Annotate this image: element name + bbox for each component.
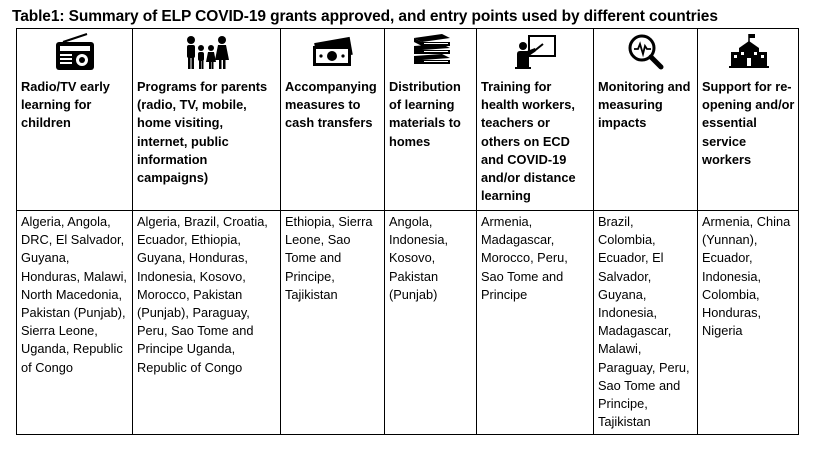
header-cell [281,29,385,211]
teacher-icon [481,32,590,72]
school-icon [702,32,795,72]
monitoring-icon [598,32,694,72]
header-cell [477,29,594,211]
column-header: Radio/TV early learning for children [21,79,110,131]
family-icon [137,32,277,72]
column-header: Training for health workers, teachers or others on ECD and COVID-19 and/or distance learning [481,79,576,204]
header-cell [17,29,133,211]
countries-cell: Ethiopia, Sierra Leone, Sao Tome and Principe, Tajikistan [281,211,385,435]
column-header: Accompanying measures to cash transfers [285,79,377,131]
cash-icon [285,32,381,72]
countries-cell: Armenia, Madagascar, Morocco, Peru, Sao Tome and Principe [477,211,594,435]
table-title: Table1: Summary of ELP COVID-19 grants approved, and entry points used by different countries [12,8,718,25]
column-header: Distribution of learning materials to homes [389,79,461,149]
header-cell [594,29,698,211]
column-header: Programs for parents (radio, TV, mobile, home visiting, internet, public information campaigns) [137,79,268,186]
countries-cell: Algeria, Angola, DRC, El Salvador, Guyana, Honduras, Malawi, North Macedonia, Pakistan (Punjab), Sierra Leone, Uganda, Republic of Congo [17,211,133,435]
countries-row [17,211,799,435]
column-header: Support for re-opening and/or essential service workers [702,79,795,167]
countries-cell: Algeria, Brazil, Croatia, Ecuador, Ethiopia, Guyana, Honduras, Indonesia, Kosovo, Morocco, Pakistan (Punjab), Paraguay, Peru, Sao Tome and Principe Uganda, Republic of Congo [133,211,281,435]
header-row [17,29,799,211]
column-header: Monitoring and measuring impacts [598,79,691,131]
books-icon [389,32,473,72]
countries-cell: Angola, Indonesia, Kosovo, Pakistan (Punjab) [385,211,477,435]
countries-cell: Armenia, China (Yunnan), Ecuador, Indonesia, Colombia, Honduras, Nigeria [698,211,799,435]
header-cell [698,29,799,211]
summary-table [16,28,799,435]
header-cell [385,29,477,211]
header-cell [133,29,281,211]
countries-cell: Brazil, Colombia, Ecuador, El Salvador, Guyana, Indonesia, Madagascar, Malawi, Paraguay, Peru, Sao Tome and Principe, Tajikistan [594,211,698,435]
radio-icon [21,32,129,72]
